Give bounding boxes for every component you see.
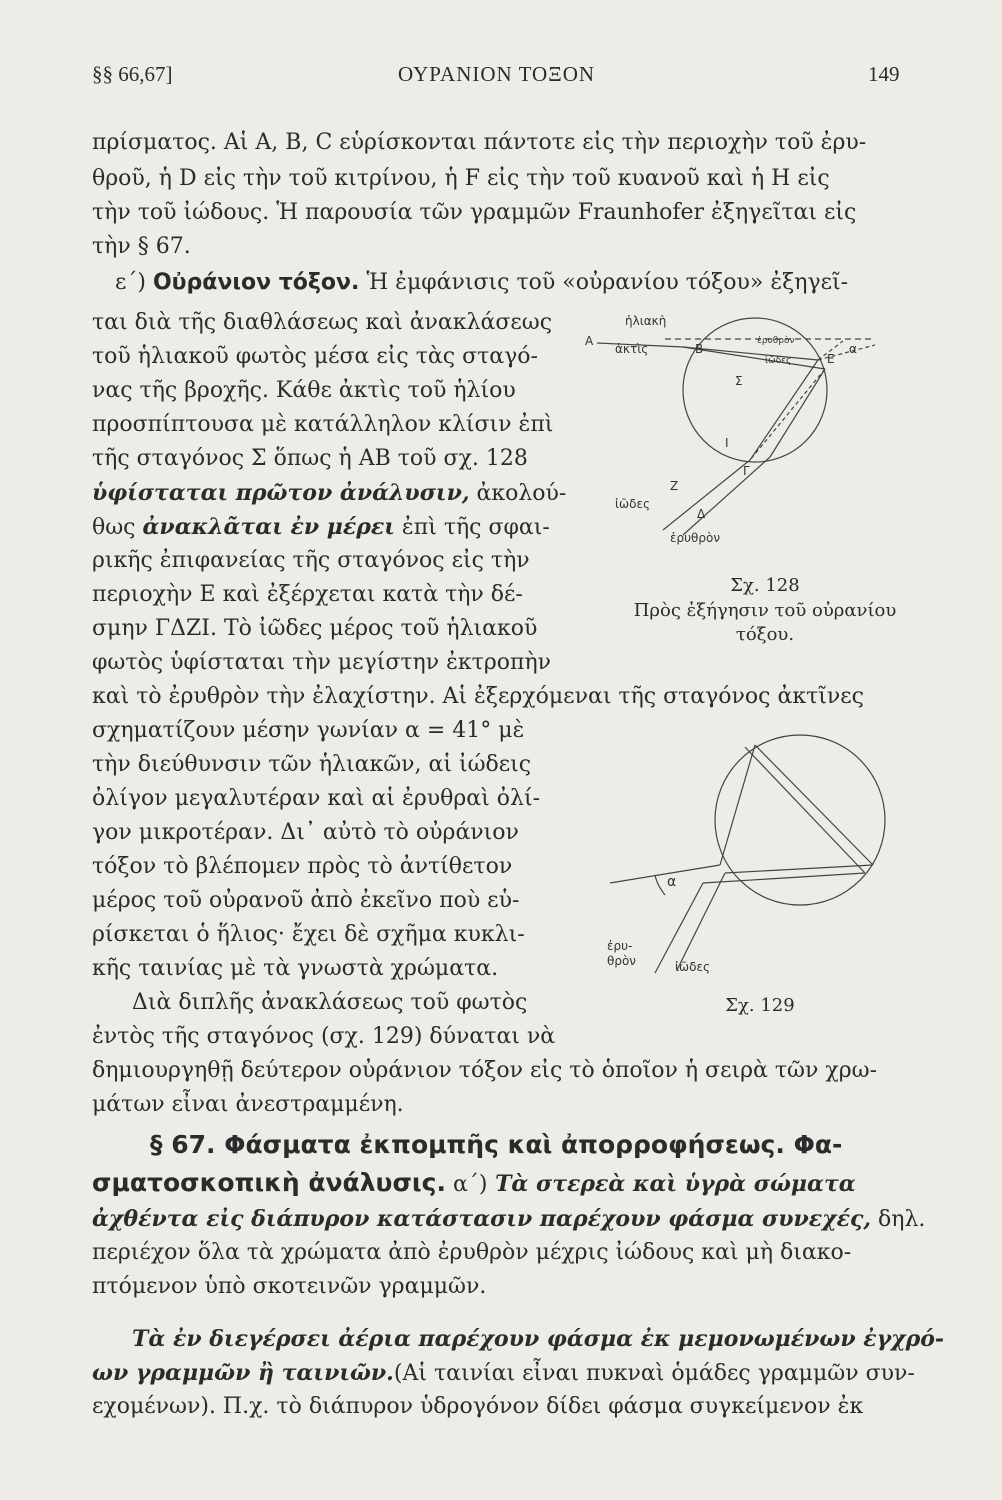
- section-heading-cont: σματοσκοπικὴ ἀνάλυσις.: [92, 1168, 446, 1197]
- text-line: πρίσματος. Αἱ Α, Β, C εὑρίσκονται πάντοτε εἰς τὴν περιοχὴν τοῦ ἐρυ-: [92, 130, 867, 155]
- text-line: Διὰ διπλῆς ἀνακλάσεως τοῦ φωτὸς: [132, 990, 528, 1015]
- text-line: τὴν τοῦ ἰώδους. Ἡ παρουσία τῶν γραμμῶν Fraunhofer ἐξηγεῖται εἰς: [92, 200, 857, 225]
- text-span: ἀκολού-: [469, 481, 567, 506]
- text-line: δημιουργηθῇ δεύτερον οὐράνιον τόξον εἰς τὸ ὁποῖον ἡ σειρὰ τῶν χρω-: [92, 1058, 877, 1083]
- text-line: [92, 1168, 856, 1200]
- text-line: φωτὸς ὑφίσταται τὴν μεγίστην ἐκτροπὴν: [92, 650, 552, 675]
- figure-129-diagram: [595, 725, 915, 985]
- page-title: ΟΥΡΑΝΙΟΝ ΤΟΞΟΝ: [398, 62, 596, 86]
- emphasis-text: ὑφίσταται πρῶτον ἀνάλυσιν,: [92, 480, 470, 506]
- section-heading: § 67. Φάσματα ἐκπομπῆς καὶ ἀπορροφήσεως. Φα-: [150, 1130, 843, 1159]
- fig129-label: α: [667, 874, 677, 890]
- text-line: θροῦ, ἡ D εἰς τὴν τοῦ κιτρίνου, ἡ F εἰς τὴν τοῦ κυανοῦ καὶ ἡ Η εἰς: [92, 166, 830, 191]
- text-line: ρικῆς ἐπιφανείας τῆς σταγόνος εἰς τὴν: [92, 548, 530, 573]
- fig128-label: α: [849, 342, 857, 356]
- fig128-label: Δ: [697, 507, 706, 521]
- fig128-label: ἐρυθρὸν: [670, 531, 721, 545]
- fig129-label: θρὸν: [607, 954, 637, 968]
- text-line: τὴν § 67.: [92, 234, 191, 259]
- raindrop-circle: [683, 318, 827, 462]
- text-line: πτόμενον ὑπὸ σκοτεινῶν γραμμῶν.: [92, 1274, 487, 1299]
- text-line: περιέχον ὅλα τὰ χρώματα ἀπὸ ἐρυθρὸν μέχρις ἰώδους καὶ μὴ διακο-: [92, 1240, 852, 1265]
- page-number: 149: [868, 62, 900, 86]
- fig128-label: Ζ: [670, 479, 679, 493]
- fig128-label: Β: [695, 342, 704, 356]
- text-line: [92, 1206, 925, 1233]
- emphasis-text: ἀχθέντα εἰς διάπυρον κατάστασιν παρέχουν φάσμα συνεχές,: [92, 1206, 872, 1232]
- text-span: (Αἱ ταινίαι εἶναι πυκναὶ ὁμάδες γραμμῶν συν-: [393, 1361, 915, 1386]
- text-line: [92, 1360, 915, 1387]
- fig129-label: ἐρυ-: [607, 939, 633, 953]
- text-line: ρίσκεται ὁ ἥλιος· ἔχει δὲ σχῆμα κυκλι-: [92, 922, 525, 947]
- text-span: α΄): [445, 1172, 488, 1197]
- figure-129-number: Σχ. 129: [725, 995, 795, 1016]
- text-span: θως: [92, 515, 143, 540]
- figure-128-number: Σχ. 128: [730, 575, 800, 596]
- text-line: ἐντὸς τῆς σταγόνος (σχ. 129) δύναται νὰ: [92, 1024, 556, 1049]
- fig128-label: ἀκτὶς: [615, 342, 649, 356]
- subsection-number: ε΄): [115, 270, 146, 295]
- text-line: τόξον τὸ βλέπομεν πρὸς τὸ ἀντίθετον: [92, 854, 513, 879]
- text-line: τῆς σταγόνος Σ ὅπως ἡ ΑΒ τοῦ σχ. 128: [92, 446, 528, 471]
- text-line: [92, 480, 566, 507]
- text-span: ἐπὶ τῆς σφαι-: [394, 515, 550, 540]
- text-line: τὴν διεύθυνσιν τῶν ἡλιακῶν, αἱ ἰώδεις: [92, 752, 532, 777]
- text-line: νας τῆς βροχῆς. Κάθε ἀκτὶς τοῦ ἡλίου: [92, 378, 516, 403]
- text-line: μάτων εἶναι ἀνεστραμμένη.: [92, 1092, 404, 1117]
- fig128-label: Ι: [725, 436, 729, 450]
- rainbow-heading-line: [115, 270, 848, 296]
- fig128-label: ἡλιακὴ: [625, 314, 667, 328]
- figure-128-caption: τόξου.: [735, 624, 795, 645]
- text-line: εχομένων). Π.χ. τὸ διάπυρον ὑδρογόνον δίδει φάσμα συγκείμενον ἐκ: [92, 1394, 864, 1419]
- figure-128-caption: Πρὸς ἐξήγησιν τοῦ οὐρανίου: [633, 600, 897, 621]
- emphasis-text: Τὰ στερεὰ καὶ ὑγρὰ σώματα: [487, 1171, 856, 1197]
- emphasis-line: Τὰ ἐν διεγέρσει ἀέρια παρέχουν φάσμα ἐκ μεμονωμένων ἐγχρό-: [132, 1326, 945, 1352]
- fig128-label: Γ: [743, 464, 750, 478]
- text-line: σχηματίζουν μέσην γωνίαν α = 41° μὲ: [92, 718, 525, 743]
- text-line: γον μικροτέραν. Δι᾿ αὐτὸ τὸ οὐράνιον: [92, 820, 519, 845]
- fig129-label: ἰῶδες: [675, 960, 710, 974]
- text-line: προσπίπτουσα μὲ κατάλληλον κλίσιν ἐπὶ: [92, 412, 554, 437]
- subsection-title: Οὐράνιον τόξον.: [152, 270, 360, 295]
- text-line: [92, 514, 550, 541]
- fig128-label: Ε: [827, 352, 835, 366]
- fig128-label: Α: [585, 334, 594, 348]
- emphasis-text: ων γραμμῶν ἢ ταινιῶν.: [92, 1360, 394, 1386]
- text-line: σμην ΓΔΖΙ. Τὸ ἰῶδες μέρος τοῦ ἡλιακοῦ: [92, 616, 538, 641]
- text-line: τοῦ ἡλιακοῦ φωτὸς μέσα εἰς τὰς σταγό-: [92, 344, 538, 369]
- fig128-label: ἰῶδες: [615, 497, 650, 511]
- fig128-label: ἰῶδες: [765, 356, 792, 366]
- emphasis-text: ἀνακλᾶται ἐν μέρει: [142, 514, 395, 540]
- text-line: μέρος τοῦ οὐρανοῦ ἀπὸ ἐκεῖνο ποὺ εὑ-: [92, 888, 520, 913]
- figure-128-diagram: [575, 305, 895, 550]
- text-line: περιοχὴν Ε καὶ ἐξέρχεται κατὰ τὴν δέ-: [92, 582, 523, 607]
- subsection-text: Ἡ ἐμφάνισις τοῦ «οὐρανίου τόξου» ἐξηγεῖ-: [366, 270, 849, 295]
- section-ref: §§ 66,67]: [92, 62, 173, 86]
- text-line: κῆς ταινίας μὲ τὰ γνωστὰ χρώματα.: [92, 956, 499, 981]
- text-line: καὶ τὸ ἐρυθρὸν τὴν ἐλαχίστην. Αἱ ἐξερχόμεναι τῆς σταγόνος ἀκτῖνες: [92, 684, 864, 709]
- text-span: δηλ.: [871, 1207, 926, 1232]
- text-line: ται διὰ τῆς διαθλάσεως καὶ ἀνακλάσεως: [92, 310, 553, 335]
- raindrop-circle: [715, 735, 885, 905]
- fig128-label: Σ: [735, 374, 743, 388]
- fig128-label: ἐρυθρὸν: [757, 336, 795, 346]
- text-line: ὀλίγον μεγαλυτέραν καὶ αἱ ἐρυθραὶ ὀλί-: [92, 786, 541, 811]
